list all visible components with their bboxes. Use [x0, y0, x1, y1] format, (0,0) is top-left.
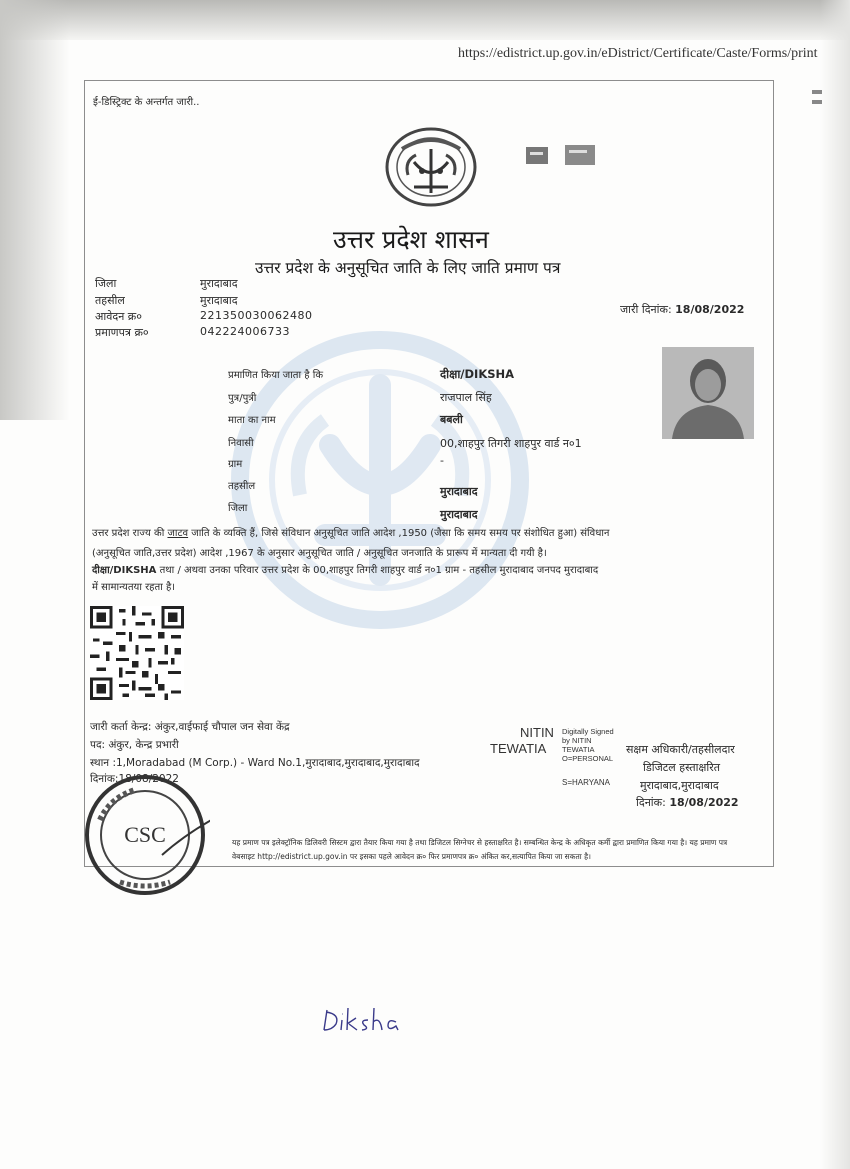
disclaimer-line-1: यह प्रमाण पत्र इलेक्ट्रॉनिक डिलिवरी सिस्टम द्वारा तैयार किया गया है तथा डिजिटल सिग्नेचर से हस्ताक्षरित है। सम्बन्धित केन्द्र के अधिकृत कर्मी द्वारा प्रमाणित किया गया है। यह प्रमाण पत्र: [232, 838, 728, 847]
scan-artifact: [812, 90, 822, 94]
village-value: -: [440, 454, 444, 467]
signature-state: S=HARYANA: [562, 778, 610, 787]
body-line-1: उत्तर प्रदेश राज्य की जाटव जाति के व्यक्ति हैं, जिसे संविधान अनुसूचित जाति आदेश ,1950 (जैसा कि समय समय पर संशोधित हुआ) संविधान: [92, 528, 610, 539]
authority-date: दिनांक: 18/08/2022: [636, 796, 739, 809]
tehsil-label: तहसील: [95, 294, 125, 307]
mother-name-value: बबली: [440, 413, 463, 426]
issuing-centre: जारी कर्ता केन्द्र: अंकुर,वाईफाई चौपाल जन सेवा केंद्र: [90, 721, 290, 733]
qr-code: [90, 606, 184, 700]
scan-shadow-right: [820, 0, 850, 1169]
scan-shadow-left: [0, 0, 70, 420]
district-label: जिला: [95, 277, 117, 290]
son-daughter-label: पुत्र/पुत्री: [228, 393, 257, 404]
mother-name-label: माता का नाम: [228, 415, 276, 426]
tehsil-row-label: तहसील: [228, 481, 256, 492]
resident-label: निवासी: [228, 438, 254, 449]
certified-that-value: दीक्षा/DIKSHA: [440, 367, 515, 381]
body-line-2: (अनुसूचित जाति,उत्तर प्रदेश) आदेश ,1967 के अनुसार अनुसूचित जाति / अनुसूचित जनजाति के प्रारूप में मान्यता दी गयी है।: [92, 548, 547, 559]
scan-shadow-top: [0, 0, 850, 40]
certificate-no-value: 042224006733: [200, 325, 290, 338]
digital-signed-label: डिजिटल हस्ताक्षरित: [643, 761, 720, 774]
issued-under-edistrict: ई-डिस्ट्रिक्ट के अन्तर्गत जारी..: [93, 97, 200, 108]
authority-designation: सक्षम अधिकारी/तहसीलदार: [626, 743, 735, 756]
tehsil-row-value: मुरादाबाद: [440, 485, 478, 498]
resident-value: 00,शाहपुर तिगरी शाहपुर वार्ड न०1: [440, 437, 582, 450]
district-value: मुरादाबाद: [200, 277, 238, 290]
issuer-date: दिनांक:18/08/2022: [90, 773, 179, 785]
son-daughter-value: राजपाल सिंह: [440, 391, 492, 404]
csc-round-stamp: [80, 770, 210, 900]
issuer-place: स्थान :1,Moradabad (M Corp.) - Ward No.1,मुरादाबाद,मुरादाबाद,मुरादाबाद: [90, 757, 420, 769]
certified-that-label: प्रमाणित किया जाता है कि: [228, 370, 324, 381]
up-government-emblem-icon: [384, 127, 478, 207]
application-no-label: आवेदन क्र०: [95, 310, 142, 323]
handwritten-signature: [318, 1000, 418, 1038]
disclaimer-line-2: वेबसाइट http://edistrict.up.gov.in पर इसका पहले आवेदन क्र० फिर प्रमाणपत्र क्र० अंकित कर,सत्यापित किया जा सकता है।: [232, 852, 591, 861]
certificate-no-label: प्रमाणपत्र क्र०: [95, 326, 149, 339]
tehsil-value: मुरादाबाद: [200, 294, 238, 307]
authority-place: मुरादाबाद,मुरादाबाद: [640, 779, 719, 792]
applicant-photo: [662, 347, 754, 439]
issuer-post: पद: अंकुर, केन्द्र प्रभारी: [90, 739, 179, 751]
body-line-4: में सामान्यतया रहता है।: [92, 582, 176, 593]
print-url: https://edistrict.up.gov.in/eDistrict/Certificate/Caste/Forms/print: [458, 46, 818, 61]
certificate-title: उत्तर प्रदेश के अनुसूचित जाति के लिए जाति प्रमाण पत्र: [255, 259, 561, 277]
signer-name-line1: NITIN: [520, 725, 554, 740]
scan-artifact: [812, 100, 822, 104]
stamp-csc-text: CSC: [124, 822, 166, 847]
government-title: उत्तर प्रदेश शासन: [333, 225, 489, 254]
village-label: ग्राम: [228, 459, 243, 470]
district-row-label: जिला: [228, 503, 248, 514]
language-toggle-hindi-icon: [526, 147, 548, 164]
digital-signature-details: Digitally Signed by NITIN TEWATIA O=PERSONAL: [562, 727, 614, 763]
language-toggle-english-icon: [565, 145, 595, 165]
district-row-value: मुरादाबाद: [440, 508, 478, 521]
issue-date: जारी दिनांक: 18/08/2022: [620, 303, 745, 316]
body-line-3: दीक्षा/DIKSHA तथा / अथवा उनका परिवार उत्तर प्रदेश के 00,शाहपुर तिगरी शाहपुर वार्ड न०1 ग्राम - तहसील मुरादाबाद जनपद मुरादाबाद: [92, 565, 599, 576]
application-no-value: 221350030062480: [200, 309, 313, 322]
signer-name-line2: TEWATIA: [490, 741, 547, 756]
